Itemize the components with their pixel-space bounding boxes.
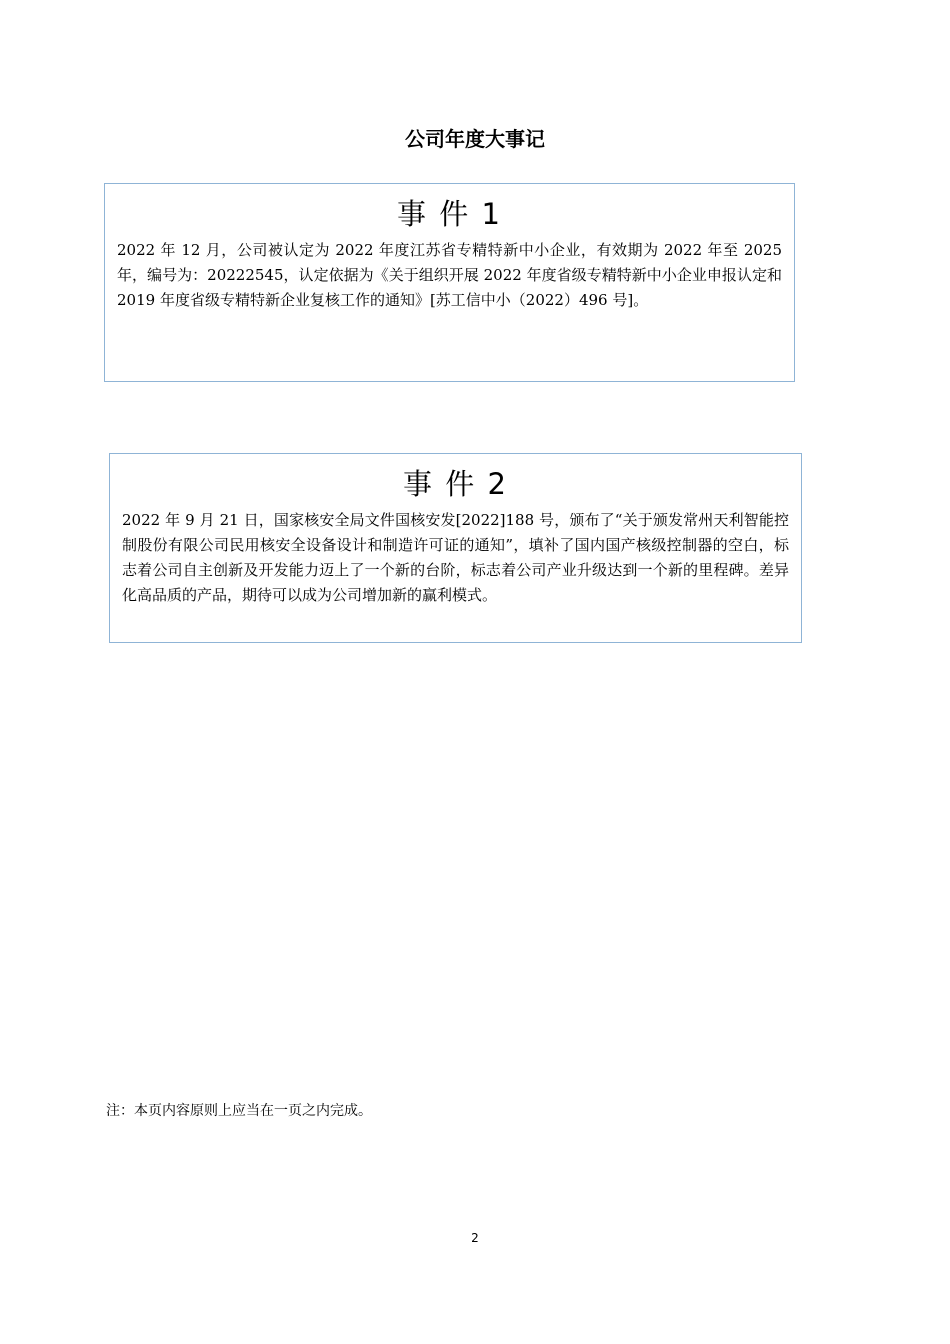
event-body-2: 2022 年 9 月 21 日，国家核安全局文件国核安发[2022]188 号，颁布了“关于颁发常州天利智能控制股份有限公司民用核安全设备设计和制造许可证的通知”，填补了国内国产核级控制器的空白，标志着公司自主创新及开发能力迈上了一个新的台阶，标志着公司产业升级达到一个新的里程碑。差异化高品质的产品，期待可以成为公司增加新的赢利模式。 xyxy=(122,511,789,604)
event-heading-2: 事 件 2 xyxy=(403,467,508,501)
event-heading-1: 事 件 1 xyxy=(397,197,502,231)
event-box-2 xyxy=(109,453,802,643)
page-title: 公司年度大事记 xyxy=(405,127,545,151)
page-number: 2 xyxy=(471,1231,479,1245)
event-box-1 xyxy=(104,183,795,382)
footnote: 注：本页内容原则上应当在一页之内完成。 xyxy=(106,1103,372,1119)
event-body-1: 2022 年 12 月，公司被认定为 2022 年度江苏省专精特新中小企业，有效期为 2022 年至 2025 年，编号为：20222545，认定依据为《关于组织开展 2022 年度省级专精特新中小企业申报认定和 2019 年度省级专精特新企业复核工作的通知》[苏工信中小（2022）496 号]。 xyxy=(117,241,782,309)
